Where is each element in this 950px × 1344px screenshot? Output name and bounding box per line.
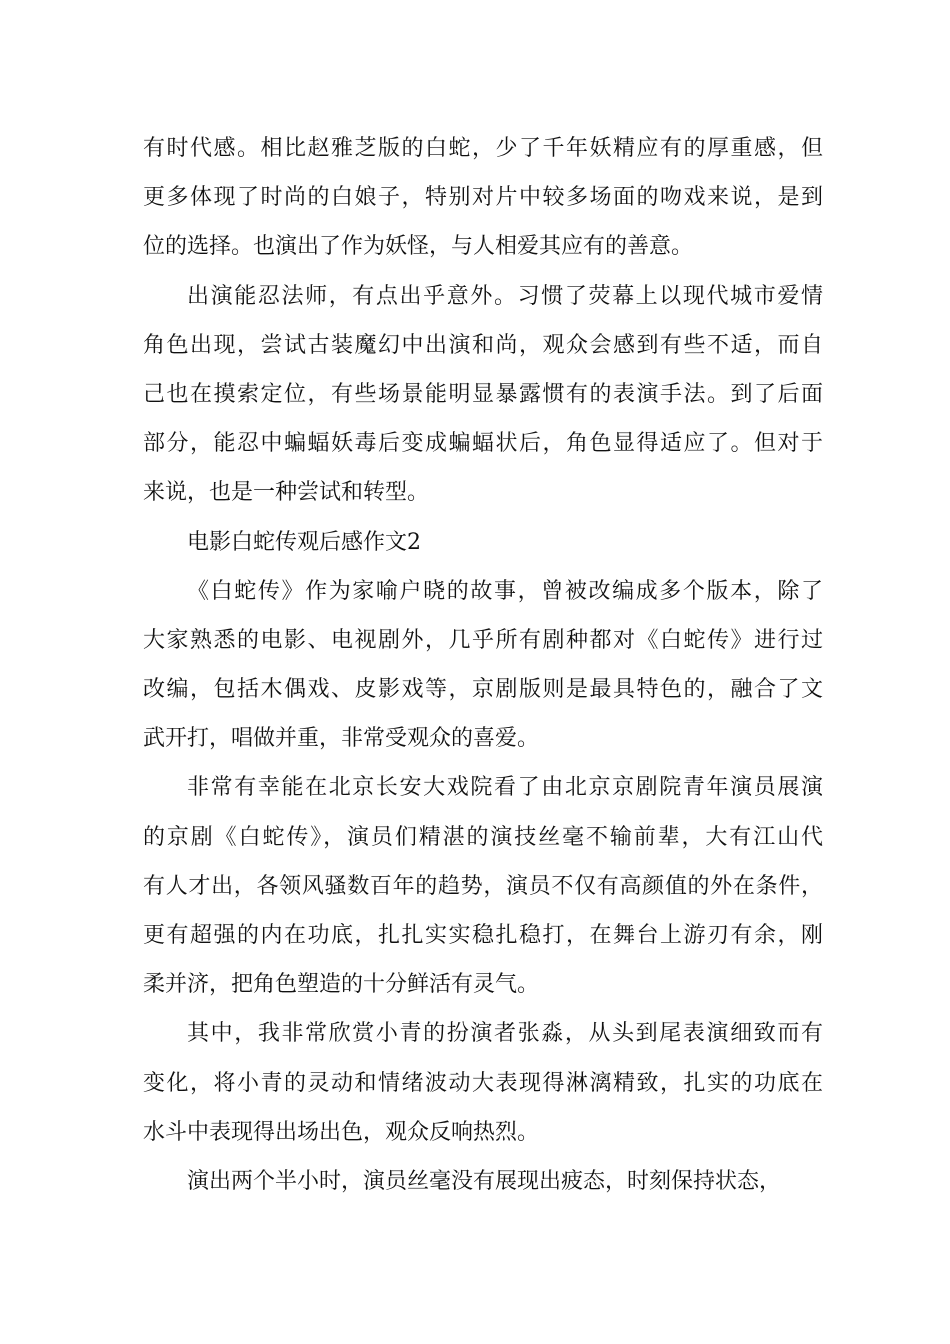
text-line: 演出两个半小时，演员丝毫没有展现出疲态，时刻保持状态， xyxy=(187,1168,782,1194)
paragraph xyxy=(143,124,823,272)
text-line: 更多体现了时尚的白娘子，特别对片中较多场面的吻戏来说，是到 xyxy=(143,185,823,211)
text-line: 己也在摸索定位，有些场景能明显暴露惯有的表演手法。到了后面 xyxy=(143,381,823,407)
text-line: 武开打，唱做并重，非常受观众的喜爱。 xyxy=(143,726,540,752)
paragraph xyxy=(143,272,823,518)
text-line: 其中，我非常欣赏小青的扮演者张淼，从头到尾表演细致而有 xyxy=(187,1021,823,1047)
paragraph xyxy=(143,763,823,1009)
body-text xyxy=(143,124,823,1206)
text-line: 有时代感。相比赵雅芝版的白蛇，少了千年妖精应有的厚重感，但 xyxy=(143,136,823,161)
text-line: 水斗中表现得出场出色，观众反响热烈。 xyxy=(143,1119,540,1145)
text-line: 变化，将小青的灵动和情绪波动大表现得淋漓精致，扎实的功底在 xyxy=(143,1070,823,1096)
paragraph xyxy=(143,1157,823,1206)
text-line: 非常有幸能在北京长安大戏院看了由北京京剧院青年演员展演 xyxy=(187,775,823,801)
text-line: 改编，包括木偶戏、皮影戏等，京剧版则是最具特色的，融合了文 xyxy=(143,677,823,703)
text-line: 更有超强的内在功底，扎扎实实稳扎稳打，在舞台上游刃有余，刚 xyxy=(143,923,823,948)
text-line: 来说，也是一种尝试和转型。 xyxy=(143,480,430,506)
text-line: 位的选择。也演出了作为妖怪，与人相爱其应有的善意。 xyxy=(143,234,694,260)
paragraph xyxy=(143,567,823,764)
text-line: 有人才出，各领风骚数百年的趋势，演员不仅有高颜值的外在条件， xyxy=(143,873,823,899)
heading-line: 电影白蛇传观后感作文2 xyxy=(187,529,421,555)
text-line: 出演能忍法师，有点出乎意外。习惯了荧幕上以现代城市爱情 xyxy=(187,283,823,309)
text-line: 角色出现，尝试古装魔幻中出演和尚，观众会感到有些不适，而自 xyxy=(143,332,823,358)
text-line: 的京剧《白蛇传》，演员们精湛的演技丝毫不输前辈，大有江山代 xyxy=(143,824,823,850)
section-heading xyxy=(143,518,823,567)
text-line: 柔并济，把角色塑造的十分鲜活有灵气。 xyxy=(143,972,540,998)
text-line: 《白蛇传》作为家喻户晓的故事，曾被改编成多个版本，除了 xyxy=(187,578,823,604)
text-line: 部分，能忍中蝙蝠妖毒后变成蝙蝠状后，角色显得适应了。但对于 xyxy=(143,431,823,457)
text-line: 大家熟悉的电影、电视剧外，几乎所有剧种都对《白蛇传》进行过 xyxy=(143,627,823,653)
paragraph xyxy=(143,1009,823,1157)
